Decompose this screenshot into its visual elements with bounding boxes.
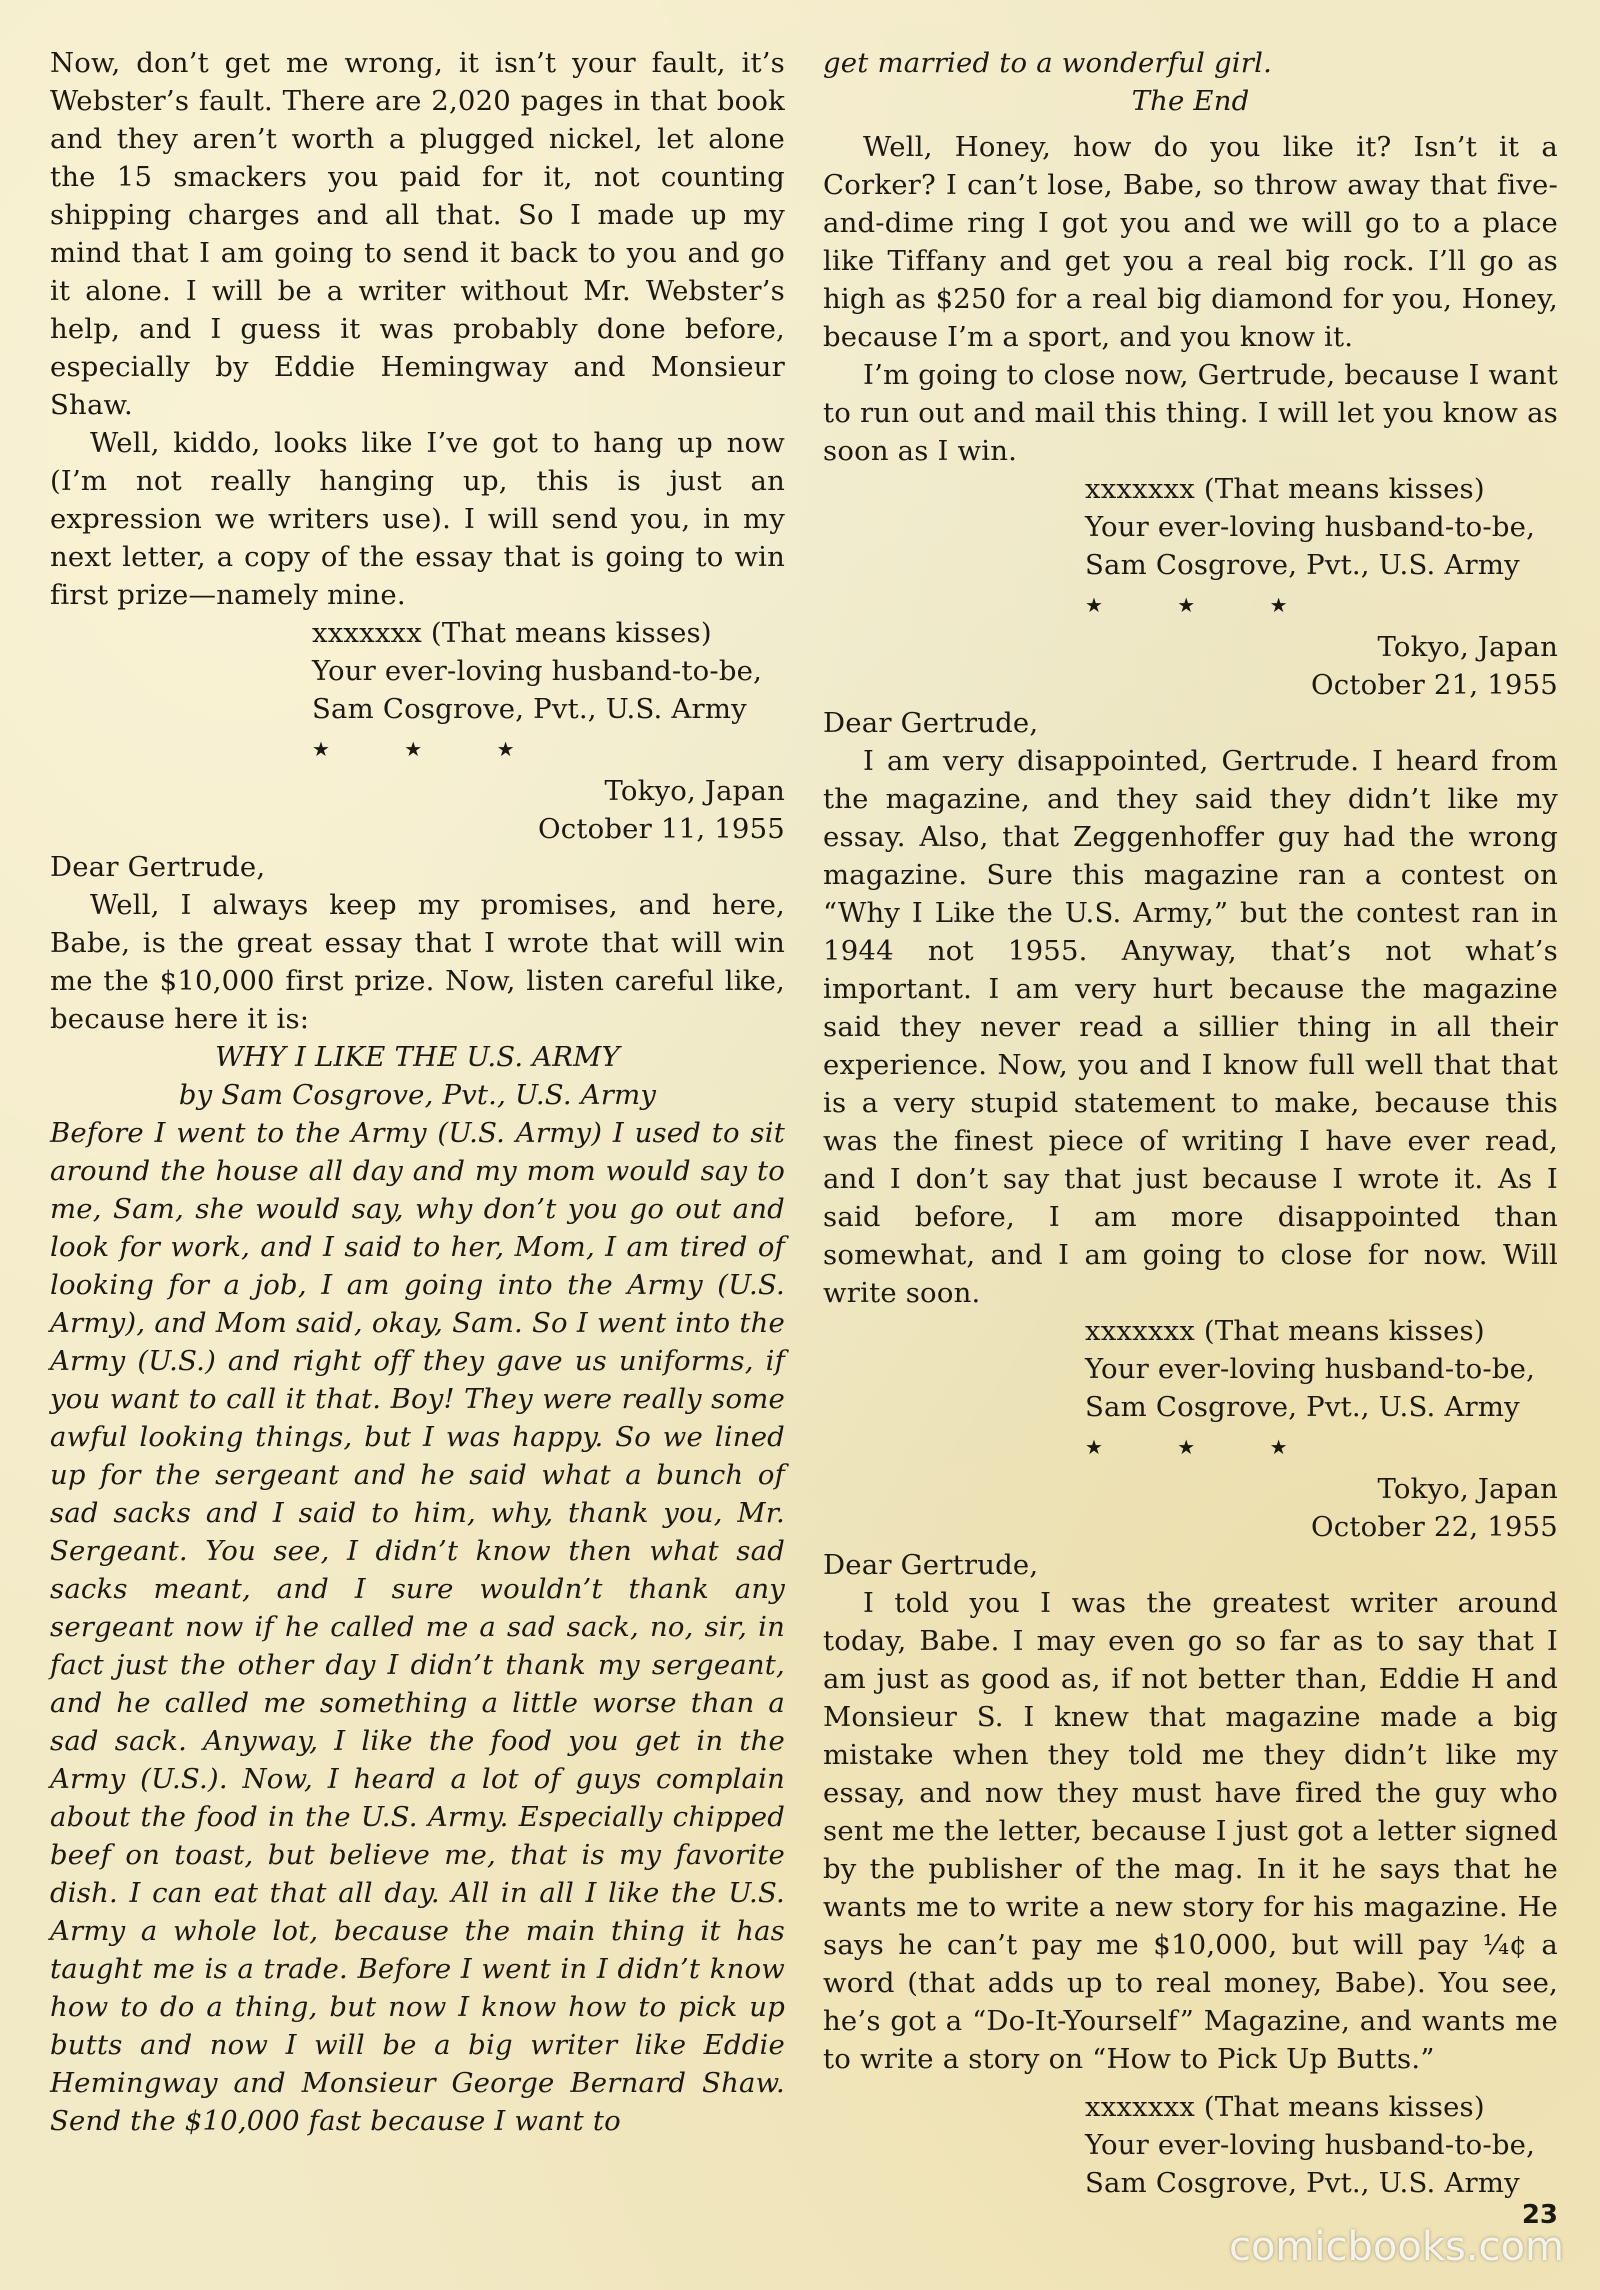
section-divider-stars: ★ ★ ★ bbox=[1085, 593, 1322, 617]
essay-title: WHY I LIKE THE U.S. ARMY bbox=[215, 1041, 620, 1073]
signature-kisses: xxxxxxx (That means kisses) bbox=[312, 617, 712, 649]
essay-byline: by Sam Cosgrove, Pvt., U.S. Army bbox=[178, 1079, 657, 1111]
letter-salutation: Dear Gertrude, bbox=[823, 1549, 1039, 1581]
letter-place: Tokyo, Japan bbox=[604, 775, 785, 807]
page-number: 23 bbox=[1521, 2200, 1558, 2230]
signature-name: Sam Cosgrove, Pvt., U.S. Army bbox=[1085, 549, 1520, 581]
essay-the-end: The End bbox=[1131, 85, 1250, 117]
signature-kisses: xxxxxxx (That means kisses) bbox=[1085, 2091, 1485, 2123]
letter-place: Tokyo, Japan bbox=[1377, 1473, 1558, 1505]
left-column bbox=[50, 44, 785, 2140]
body-paragraph: Now, don’t get me wrong, it isn’t your fault, it’s Webster’s fault. There are 2,020 pages in that book and they aren’t worth a plugged nickel, let alone the 15 smackers you paid for it, not counting shipping charges and all that. So I made up my mind that I am going to send it back to you and go it alone. I will be a writer without Mr. Webster’s help, and I guess it was probably done before, especially by Eddie Hemingway and Monsieur Shaw. bbox=[50, 47, 785, 421]
right-column bbox=[823, 44, 1558, 2202]
essay-text-end: get married to a wonderful girl. bbox=[823, 47, 1273, 79]
signature-name: Sam Cosgrove, Pvt., U.S. Army bbox=[1085, 2167, 1520, 2199]
body-paragraph: I am very disappointed, Gertrude. I heard from the magazine, and they said they didn’t like my essay. Also, that Zeggenhoffer guy had the wrong magazine. Sure this magazine ran a contest on “Why I Like the U.S. Army,” but the contest ran in 1944 not 1955. Anyway, that’s not what’s important. I am very hurt because the magazine said they never read a sillier thing in all their experience. Now, you and I know full well that that is a very stupid statement to make, because this was the finest piece of writing I have ever read, and I don’t say that just because I wrote it. As I said before, I am more disappointed than somewhat, and I am going to close for now. Will write soon. bbox=[823, 745, 1558, 1309]
body-paragraph: Well, kiddo, looks like I’ve got to hang up now (I’m not really hanging up, this is just an expression we writers use). I will send you, in my next letter, a copy of the essay that is going to win first prize—namely mine. bbox=[50, 427, 785, 611]
signature-kisses: xxxxxxx (That means kisses) bbox=[1085, 473, 1485, 505]
letter-date: October 22, 1955 bbox=[1311, 1511, 1558, 1543]
body-paragraph: I told you I was the greatest writer around today, Babe. I may even go so far as to say that I am just as good as, if not better than, Eddie H and Monsieur S. I knew that magazine made a big mistake when they told me they didn’t like my essay, and now they must have fired the guy who sent me the letter, because I just got a letter signed by the publisher of the mag. In it he says that he wants me to write a new story for his magazine. He says he can’t pay me $10,000, but will pay ¼¢ a word (that adds up to real money, Babe). You see, he’s got a “Do-It-Yourself” Magazine, and wants me to write a story on “How to Pick Up Butts.” bbox=[823, 1587, 1558, 2075]
signature-kisses: xxxxxxx (That means kisses) bbox=[1085, 1315, 1485, 1347]
signature-closing: Your ever-loving husband-to-be, bbox=[1085, 511, 1536, 543]
letter-date: October 21, 1955 bbox=[1311, 669, 1558, 701]
section-divider-stars: ★ ★ ★ bbox=[312, 737, 549, 761]
body-paragraph: I’m going to close now, Gertrude, because I want to run out and mail this thing. I will let you know as soon as I win. bbox=[823, 359, 1558, 467]
signature-name: Sam Cosgrove, Pvt., U.S. Army bbox=[312, 693, 747, 725]
body-paragraph: Well, Honey, how do you like it? Isn’t it a Corker? I can’t lose, Babe, so throw away that five-and-dime ring I got you and we will go to a place like Tiffany and get you a real big rock. I’ll go as high as $250 for a real big diamond for you, Honey, because I’m a sport, and you know it. bbox=[823, 131, 1558, 353]
section-divider-stars: ★ ★ ★ bbox=[1085, 1435, 1322, 1459]
signature-closing: Your ever-loving husband-to-be, bbox=[312, 655, 763, 687]
essay-text: Before I went to the Army (U.S. Army) I used to sit around the house all day and my mom would say to me, Sam, she would say, why don’t you go out and look for work, and I said to her, Mom, I am tired of looking for a job, I am going into the Army (U.S. Army), and Mom said, okay, Sam. So I went into the Army (U.S.) and right off they gave us uniforms, if you want to call it that. Boy! They were really some awful looking things, but I was happy. So we lined up for the sergeant and he said what a bunch of sad sacks and I said to him, why, thank you, Mr. Sergeant. You see, I didn’t know then what sad sacks meant, and I sure wouldn’t thank any sergeant now if he called me a sad sack, no, sir, in fact just the other day I didn’t thank my sergeant, and he called me something a little worse than a sad sack. Anyway, I like the food you get in the Army (U.S.). Now, I heard a lot of guys complain about the food in the U.S. Army. Especially chipped beef on toast, but believe me, that is my favorite dish. I can eat that all day. All in all I like the U.S. Army a whole lot, because the main thing it has taught me is a trade. Before I went in I didn’t know how to do a thing, but now I know how to pick up butts and now I will be a big writer like Eddie Hemingway and Monsieur George Bernard Shaw. Send the $10,000 fast because I want to bbox=[50, 1117, 785, 2137]
signature-closing: Your ever-loving husband-to-be, bbox=[1085, 2129, 1536, 2161]
letter-salutation: Dear Gertrude, bbox=[823, 707, 1039, 739]
body-paragraph: Well, I always keep my promises, and here, Babe, is the great essay that I wrote that will win me the $10,000 first prize. Now, listen careful like, because here it is: bbox=[50, 889, 785, 1035]
letter-salutation: Dear Gertrude, bbox=[50, 851, 266, 883]
letter-date: October 11, 1955 bbox=[538, 813, 785, 845]
watermark-text: comicbooks.com bbox=[1228, 2224, 1564, 2270]
signature-name: Sam Cosgrove, Pvt., U.S. Army bbox=[1085, 1391, 1520, 1423]
letter-place: Tokyo, Japan bbox=[1377, 631, 1558, 663]
signature-closing: Your ever-loving husband-to-be, bbox=[1085, 1353, 1536, 1385]
